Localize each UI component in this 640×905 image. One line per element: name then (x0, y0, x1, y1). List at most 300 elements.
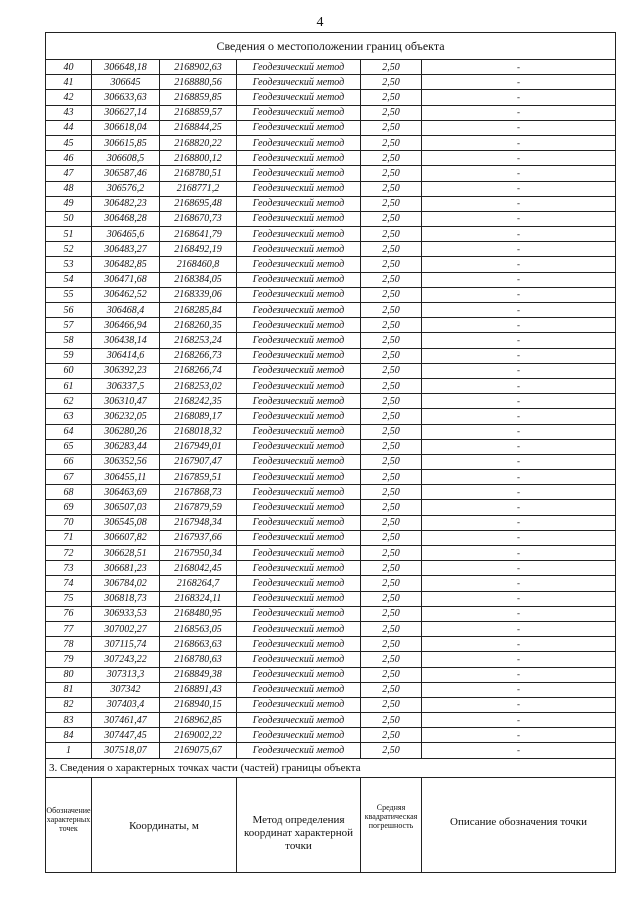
x-coordinate-cell: 306337,5 (92, 378, 160, 393)
method-cell: Геодезический метод (237, 333, 361, 348)
description-cell: - (422, 561, 616, 576)
table-row (46, 637, 616, 652)
table-row (46, 743, 616, 758)
mean-error-cell: 2,50 (361, 348, 422, 363)
point-number-cell: 49 (46, 196, 92, 211)
y-coordinate-cell: 2167907,47 (160, 454, 237, 469)
y-coordinate-cell: 2168820,22 (160, 135, 237, 150)
description-cell: - (422, 743, 616, 758)
table-row (46, 120, 616, 135)
method-cell: Геодезический метод (237, 621, 361, 636)
method-cell: Геодезический метод (237, 409, 361, 424)
mean-error-cell: 2,50 (361, 181, 422, 196)
y-coordinate-cell: 2167879,59 (160, 500, 237, 515)
x-coordinate-cell: 307002,27 (92, 621, 160, 636)
description-cell: - (422, 485, 616, 500)
table-row (46, 60, 616, 75)
y-coordinate-cell: 2168962,85 (160, 713, 237, 728)
point-number-cell: 48 (46, 181, 92, 196)
y-coordinate-cell: 2168018,32 (160, 424, 237, 439)
x-coordinate-cell: 306455,11 (92, 470, 160, 485)
point-number-cell: 82 (46, 697, 92, 712)
table-row (46, 257, 616, 272)
table-title: Сведения о местоположении границ объекта (46, 33, 616, 60)
x-coordinate-cell: 306283,44 (92, 439, 160, 454)
mean-error-cell: 2,50 (361, 743, 422, 758)
description-cell: - (422, 697, 616, 712)
mean-error-cell: 2,50 (361, 713, 422, 728)
point-number-cell: 40 (46, 60, 92, 75)
point-number-cell: 51 (46, 227, 92, 242)
point-number-cell: 54 (46, 272, 92, 287)
x-coordinate-cell: 306392,23 (92, 363, 160, 378)
table-row (46, 333, 616, 348)
point-number-cell: 80 (46, 667, 92, 682)
x-coordinate-cell: 306587,46 (92, 166, 160, 181)
method-cell: Геодезический метод (237, 515, 361, 530)
description-cell: - (422, 667, 616, 682)
mean-error-cell: 2,50 (361, 211, 422, 226)
table-title-row (46, 33, 616, 60)
mean-error-cell: 2,50 (361, 303, 422, 318)
point-number-cell: 65 (46, 439, 92, 454)
table-row (46, 272, 616, 287)
table-row (46, 697, 616, 712)
description-cell: - (422, 287, 616, 302)
y-coordinate-cell: 2168670,73 (160, 211, 237, 226)
point-number-cell: 79 (46, 652, 92, 667)
table-row (46, 151, 616, 166)
mean-error-cell: 2,50 (361, 500, 422, 515)
method-cell: Геодезический метод (237, 181, 361, 196)
description-cell: - (422, 348, 616, 363)
y-coordinate-cell: 2168089,17 (160, 409, 237, 424)
y-coordinate-cell: 2168266,73 (160, 348, 237, 363)
method-cell: Геодезический метод (237, 546, 361, 561)
mean-error-cell: 2,50 (361, 728, 422, 743)
x-coordinate-cell: 306310,47 (92, 394, 160, 409)
mean-error-cell: 2,50 (361, 591, 422, 606)
x-coordinate-cell: 306633,63 (92, 90, 160, 105)
table-row (46, 90, 616, 105)
description-cell: - (422, 530, 616, 545)
description-cell: - (422, 181, 616, 196)
table-row (46, 363, 616, 378)
mean-error-cell: 2,50 (361, 697, 422, 712)
mean-error-cell: 2,50 (361, 90, 422, 105)
mean-error-cell: 2,50 (361, 75, 422, 90)
table-row (46, 652, 616, 667)
table-row (46, 135, 616, 150)
point-number-cell: 53 (46, 257, 92, 272)
column-header-row (46, 777, 616, 872)
point-number-cell: 50 (46, 211, 92, 226)
point-number-cell: 81 (46, 682, 92, 697)
x-coordinate-cell: 306462,52 (92, 287, 160, 302)
mean-error-cell: 2,50 (361, 394, 422, 409)
mean-error-cell: 2,50 (361, 409, 422, 424)
y-coordinate-cell: 2168242,35 (160, 394, 237, 409)
mean-error-cell: 2,50 (361, 424, 422, 439)
method-cell: Геодезический метод (237, 151, 361, 166)
x-coordinate-cell: 306933,53 (92, 606, 160, 621)
x-coordinate-cell: 306507,03 (92, 500, 160, 515)
boundary-table (45, 32, 616, 873)
point-number-cell: 76 (46, 606, 92, 621)
table-row (46, 105, 616, 120)
x-coordinate-cell: 306414,6 (92, 348, 160, 363)
y-coordinate-cell: 2167948,34 (160, 515, 237, 530)
method-cell: Геодезический метод (237, 637, 361, 652)
mean-error-cell: 2,50 (361, 561, 422, 576)
x-coordinate-cell: 306608,5 (92, 151, 160, 166)
description-cell: - (422, 60, 616, 75)
method-cell: Геодезический метод (237, 348, 361, 363)
point-number-cell: 46 (46, 151, 92, 166)
mean-error-cell: 2,50 (361, 151, 422, 166)
description-cell: - (422, 227, 616, 242)
y-coordinate-cell: 2167868,73 (160, 485, 237, 500)
mean-error-cell: 2,50 (361, 287, 422, 302)
table-row (46, 728, 616, 743)
x-coordinate-cell: 307243,22 (92, 652, 160, 667)
mean-error-cell: 2,50 (361, 470, 422, 485)
y-coordinate-cell: 2168042,45 (160, 561, 237, 576)
point-number-cell: 55 (46, 287, 92, 302)
table-row (46, 242, 616, 257)
x-coordinate-cell: 306607,82 (92, 530, 160, 545)
y-coordinate-cell: 2168891,43 (160, 682, 237, 697)
point-number-cell: 43 (46, 105, 92, 120)
y-coordinate-cell: 2168859,85 (160, 90, 237, 105)
x-coordinate-cell: 306628,51 (92, 546, 160, 561)
point-number-cell: 41 (46, 75, 92, 90)
header-method: Метод определения координат характерной точки (237, 777, 361, 872)
x-coordinate-cell: 306468,28 (92, 211, 160, 226)
table-row (46, 166, 616, 181)
point-number-cell: 1 (46, 743, 92, 758)
mean-error-cell: 2,50 (361, 196, 422, 211)
x-coordinate-cell: 306648,18 (92, 60, 160, 75)
description-cell: - (422, 606, 616, 621)
description-cell: - (422, 621, 616, 636)
method-cell: Геодезический метод (237, 576, 361, 591)
x-coordinate-cell: 306482,85 (92, 257, 160, 272)
x-coordinate-cell: 306615,85 (92, 135, 160, 150)
y-coordinate-cell: 2168780,63 (160, 652, 237, 667)
x-coordinate-cell: 307342 (92, 682, 160, 697)
method-cell: Геодезический метод (237, 196, 361, 211)
y-coordinate-cell: 2168460,8 (160, 257, 237, 272)
y-coordinate-cell: 2168800,12 (160, 151, 237, 166)
description-cell: - (422, 439, 616, 454)
x-coordinate-cell: 306818,73 (92, 591, 160, 606)
table-row (46, 75, 616, 90)
point-number-cell: 52 (46, 242, 92, 257)
description-cell: - (422, 394, 616, 409)
table-row (46, 606, 616, 621)
method-cell: Геодезический метод (237, 166, 361, 181)
mean-error-cell: 2,50 (361, 576, 422, 591)
method-cell: Геодезический метод (237, 318, 361, 333)
point-number-cell: 70 (46, 515, 92, 530)
x-coordinate-cell: 307115,74 (92, 637, 160, 652)
table-row (46, 287, 616, 302)
mean-error-cell: 2,50 (361, 227, 422, 242)
y-coordinate-cell: 2168771,2 (160, 181, 237, 196)
y-coordinate-cell: 2168264,7 (160, 576, 237, 591)
mean-error-cell: 2,50 (361, 682, 422, 697)
description-cell: - (422, 333, 616, 348)
method-cell: Геодезический метод (237, 697, 361, 712)
description-cell: - (422, 470, 616, 485)
mean-error-cell: 2,50 (361, 333, 422, 348)
method-cell: Геодезический метод (237, 743, 361, 758)
y-coordinate-cell: 2168480,95 (160, 606, 237, 621)
table-row (46, 500, 616, 515)
table-row (46, 576, 616, 591)
mean-error-cell: 2,50 (361, 318, 422, 333)
x-coordinate-cell: 307461,47 (92, 713, 160, 728)
y-coordinate-cell: 2168492,19 (160, 242, 237, 257)
point-number-cell: 42 (46, 90, 92, 105)
mean-error-cell: 2,50 (361, 454, 422, 469)
y-coordinate-cell: 2167949,01 (160, 439, 237, 454)
description-cell: - (422, 682, 616, 697)
mean-error-cell: 2,50 (361, 621, 422, 636)
method-cell: Геодезический метод (237, 378, 361, 393)
description-cell: - (422, 196, 616, 211)
point-number-cell: 66 (46, 454, 92, 469)
table-row (46, 485, 616, 500)
mean-error-cell: 2,50 (361, 652, 422, 667)
point-number-cell: 58 (46, 333, 92, 348)
method-cell: Геодезический метод (237, 105, 361, 120)
y-coordinate-cell: 2168849,38 (160, 667, 237, 682)
header-point-designation: Обозначение характерных точек (46, 777, 92, 872)
mean-error-cell: 2,50 (361, 272, 422, 287)
point-number-cell: 83 (46, 713, 92, 728)
table-row (46, 227, 616, 242)
y-coordinate-cell: 2168880,56 (160, 75, 237, 90)
method-cell: Геодезический метод (237, 682, 361, 697)
mean-error-cell: 2,50 (361, 667, 422, 682)
mean-error-cell: 2,50 (361, 257, 422, 272)
point-number-cell: 47 (46, 166, 92, 181)
method-cell: Геодезический метод (237, 227, 361, 242)
table-row (46, 424, 616, 439)
page-number: 4 (316, 15, 324, 30)
table-row (46, 515, 616, 530)
point-number-cell: 69 (46, 500, 92, 515)
description-cell: - (422, 90, 616, 105)
mean-error-cell: 2,50 (361, 546, 422, 561)
header-mean-error: Средняя квадратическая погрешность (361, 777, 422, 872)
description-cell: - (422, 105, 616, 120)
table-row (46, 181, 616, 196)
y-coordinate-cell: 2168663,63 (160, 637, 237, 652)
table-row (46, 713, 616, 728)
description-cell: - (422, 135, 616, 150)
point-number-cell: 77 (46, 621, 92, 636)
description-cell: - (422, 303, 616, 318)
y-coordinate-cell: 2168384,05 (160, 272, 237, 287)
point-number-cell: 68 (46, 485, 92, 500)
x-coordinate-cell: 306438,14 (92, 333, 160, 348)
method-cell: Геодезический метод (237, 454, 361, 469)
description-cell: - (422, 454, 616, 469)
mean-error-cell: 2,50 (361, 515, 422, 530)
method-cell: Геодезический метод (237, 728, 361, 743)
description-cell: - (422, 500, 616, 515)
table-row (46, 546, 616, 561)
description-cell: - (422, 75, 616, 90)
table-row (46, 303, 616, 318)
description-cell: - (422, 515, 616, 530)
mean-error-cell: 2,50 (361, 530, 422, 545)
point-number-cell: 60 (46, 363, 92, 378)
x-coordinate-cell: 307313,3 (92, 667, 160, 682)
point-number-cell: 45 (46, 135, 92, 150)
description-cell: - (422, 318, 616, 333)
table-row (46, 348, 616, 363)
table-row (46, 561, 616, 576)
mean-error-cell: 2,50 (361, 485, 422, 500)
y-coordinate-cell: 2168563,05 (160, 621, 237, 636)
table-row (46, 530, 616, 545)
method-cell: Геодезический метод (237, 272, 361, 287)
method-cell: Геодезический метод (237, 135, 361, 150)
x-coordinate-cell: 306463,69 (92, 485, 160, 500)
method-cell: Геодезический метод (237, 485, 361, 500)
description-cell: - (422, 242, 616, 257)
y-coordinate-cell: 2169075,67 (160, 743, 237, 758)
method-cell: Геодезический метод (237, 242, 361, 257)
description-cell: - (422, 363, 616, 378)
mean-error-cell: 2,50 (361, 242, 422, 257)
point-number-cell: 73 (46, 561, 92, 576)
y-coordinate-cell: 2167937,66 (160, 530, 237, 545)
point-number-cell: 84 (46, 728, 92, 743)
method-cell: Геодезический метод (237, 530, 361, 545)
method-cell: Геодезический метод (237, 606, 361, 621)
method-cell: Геодезический метод (237, 257, 361, 272)
method-cell: Геодезический метод (237, 120, 361, 135)
description-cell: - (422, 378, 616, 393)
y-coordinate-cell: 2168780,51 (160, 166, 237, 181)
method-cell: Геодезический метод (237, 363, 361, 378)
y-coordinate-cell: 2167859,51 (160, 470, 237, 485)
method-cell: Геодезический метод (237, 667, 361, 682)
method-cell: Геодезический метод (237, 591, 361, 606)
description-cell: - (422, 546, 616, 561)
mean-error-cell: 2,50 (361, 378, 422, 393)
table-row (46, 439, 616, 454)
method-cell: Геодезический метод (237, 652, 361, 667)
mean-error-cell: 2,50 (361, 135, 422, 150)
description-cell: - (422, 211, 616, 226)
mean-error-cell: 2,50 (361, 60, 422, 75)
description-cell: - (422, 591, 616, 606)
x-coordinate-cell: 306645 (92, 75, 160, 90)
y-coordinate-cell: 2168260,35 (160, 318, 237, 333)
description-cell: - (422, 713, 616, 728)
mean-error-cell: 2,50 (361, 637, 422, 652)
y-coordinate-cell: 2168266,74 (160, 363, 237, 378)
section-3-row (46, 758, 616, 777)
point-number-cell: 59 (46, 348, 92, 363)
table-row (46, 621, 616, 636)
x-coordinate-cell: 306466,94 (92, 318, 160, 333)
point-number-cell: 67 (46, 470, 92, 485)
table-row (46, 394, 616, 409)
description-cell: - (422, 652, 616, 667)
mean-error-cell: 2,50 (361, 120, 422, 135)
x-coordinate-cell: 307447,45 (92, 728, 160, 743)
y-coordinate-cell: 2168253,24 (160, 333, 237, 348)
point-number-cell: 62 (46, 394, 92, 409)
mean-error-cell: 2,50 (361, 105, 422, 120)
table-row (46, 211, 616, 226)
description-cell: - (422, 257, 616, 272)
table-row (46, 591, 616, 606)
y-coordinate-cell: 2168339,06 (160, 287, 237, 302)
description-cell: - (422, 576, 616, 591)
y-coordinate-cell: 2168324,11 (160, 591, 237, 606)
x-coordinate-cell: 306627,14 (92, 105, 160, 120)
method-cell: Геодезический метод (237, 60, 361, 75)
method-cell: Геодезический метод (237, 394, 361, 409)
x-coordinate-cell: 307403,4 (92, 697, 160, 712)
method-cell: Геодезический метод (237, 500, 361, 515)
method-cell: Геодезический метод (237, 303, 361, 318)
table-row (46, 196, 616, 211)
y-coordinate-cell: 2168844,25 (160, 120, 237, 135)
method-cell: Геодезический метод (237, 90, 361, 105)
point-number-cell: 63 (46, 409, 92, 424)
x-coordinate-cell: 306465,6 (92, 227, 160, 242)
description-cell: - (422, 272, 616, 287)
section-3-title: 3. Сведения о характерных точках части (частей) границы объекта (46, 758, 616, 777)
point-number-cell: 72 (46, 546, 92, 561)
y-coordinate-cell: 2168285,84 (160, 303, 237, 318)
table-row (46, 682, 616, 697)
y-coordinate-cell: 2169002,22 (160, 728, 237, 743)
y-coordinate-cell: 2167950,34 (160, 546, 237, 561)
header-coordinates: Координаты, м (92, 777, 237, 872)
description-cell: - (422, 409, 616, 424)
description-cell: - (422, 637, 616, 652)
x-coordinate-cell: 306784,02 (92, 576, 160, 591)
mean-error-cell: 2,50 (361, 606, 422, 621)
description-cell: - (422, 728, 616, 743)
y-coordinate-cell: 2168253,02 (160, 378, 237, 393)
method-cell: Геодезический метод (237, 424, 361, 439)
table-row (46, 378, 616, 393)
y-coordinate-cell: 2168641,79 (160, 227, 237, 242)
x-coordinate-cell: 306232,05 (92, 409, 160, 424)
mean-error-cell: 2,50 (361, 166, 422, 181)
point-number-cell: 78 (46, 637, 92, 652)
description-cell: - (422, 424, 616, 439)
y-coordinate-cell: 2168695,48 (160, 196, 237, 211)
x-coordinate-cell: 306482,23 (92, 196, 160, 211)
point-number-cell: 74 (46, 576, 92, 591)
method-cell: Геодезический метод (237, 211, 361, 226)
table-row (46, 470, 616, 485)
x-coordinate-cell: 306352,56 (92, 454, 160, 469)
point-number-cell: 56 (46, 303, 92, 318)
